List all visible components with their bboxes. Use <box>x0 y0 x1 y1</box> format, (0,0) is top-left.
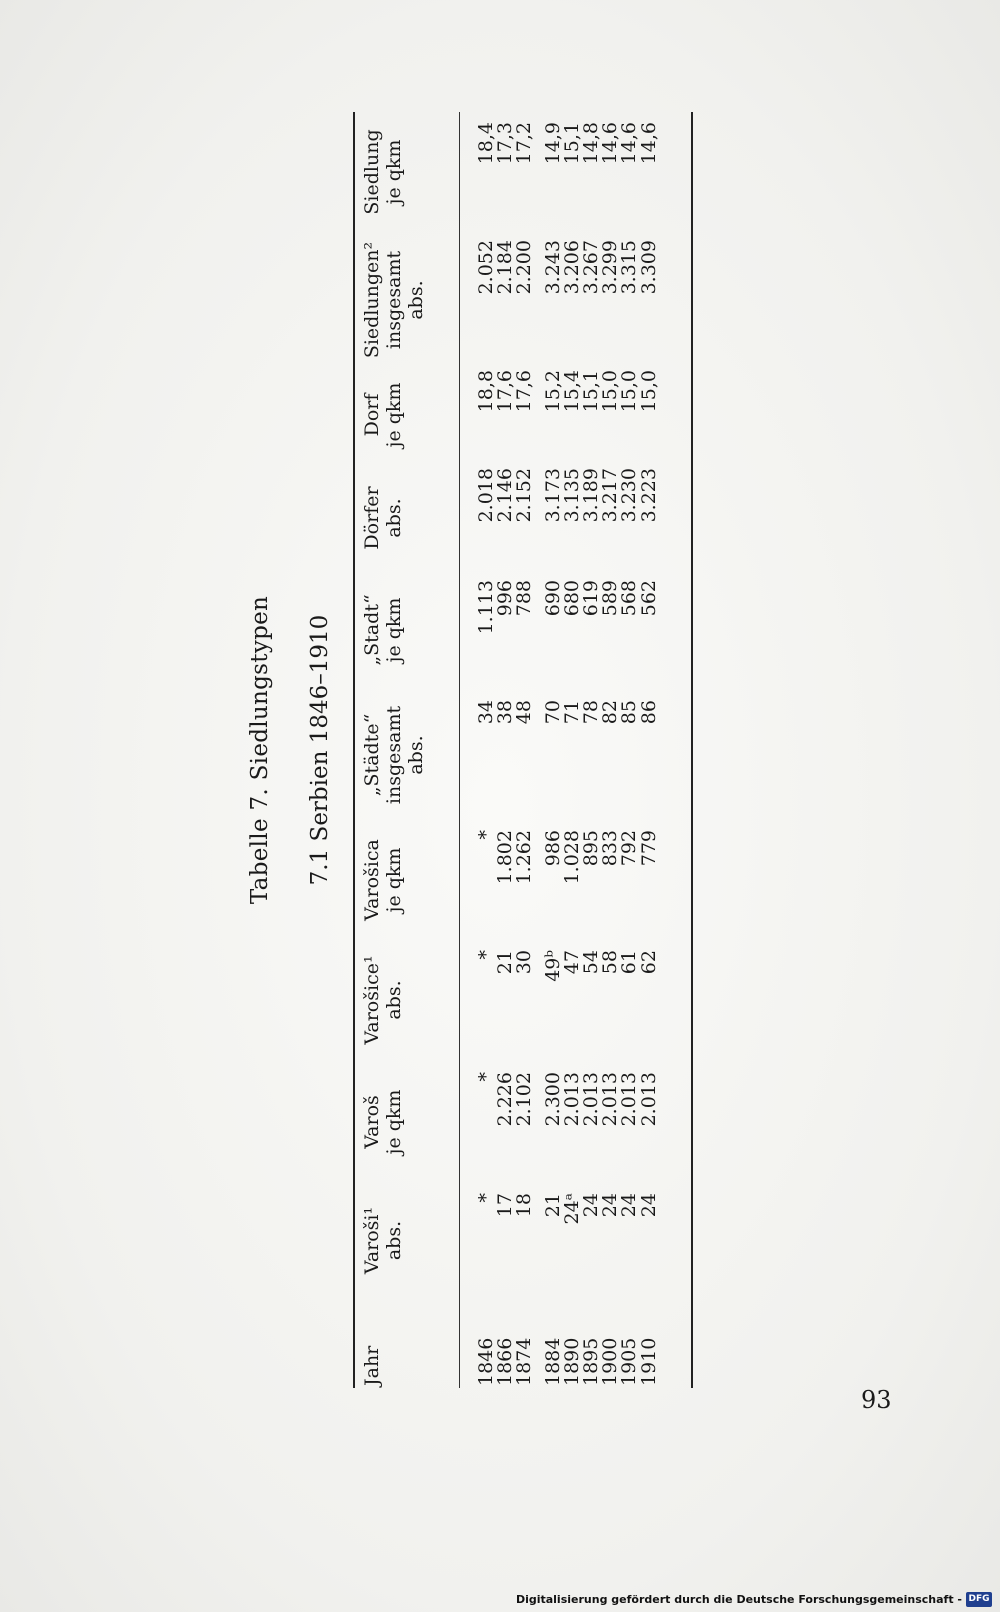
table-column-0 <box>477 1316 659 1386</box>
table-cell: 986 <box>541 830 564 867</box>
column-header-line: Varoš <box>361 1095 383 1149</box>
table-cell: * <box>475 1193 497 1203</box>
table-cell: 3.230 <box>618 468 641 523</box>
table-cell: 2.018 <box>475 468 497 523</box>
table-cell: 47 <box>560 950 583 975</box>
table-cell: 996 <box>494 580 517 617</box>
table-column-6 <box>477 580 659 680</box>
table-cell: 1874 <box>513 1337 536 1386</box>
table-cell: 589 <box>599 580 622 617</box>
table-cell: 24 <box>579 1193 602 1218</box>
table-column-8 <box>477 370 659 460</box>
column-header-line: Siedlung <box>361 129 383 215</box>
table-cell: 18,4 <box>475 122 497 165</box>
table-cell: 17,2 <box>513 122 536 165</box>
table-cell: 3.173 <box>541 468 564 523</box>
table-cell: 680 <box>560 580 583 617</box>
table-cell: 14,9 <box>541 122 564 165</box>
table-cell: * <box>475 1072 497 1082</box>
table-cell: 2.226 <box>494 1072 517 1127</box>
table-cell: 14,6 <box>637 122 660 165</box>
table-cell: 58 <box>599 950 622 975</box>
table-cell: 792 <box>618 830 641 867</box>
column-header-line: je qkm <box>383 597 405 663</box>
table-cell: 3.223 <box>637 468 660 523</box>
rotated-table-block <box>233 100 713 1400</box>
table-cell: 1905 <box>618 1337 641 1386</box>
table-header-rule <box>459 112 460 1388</box>
column-header-line: Varoši¹ <box>361 1206 383 1275</box>
table-cell: 21 <box>541 1193 564 1218</box>
table-cell: 24 <box>637 1193 660 1218</box>
table-column-5 <box>477 700 659 810</box>
table-cell: 24ᵃ <box>560 1193 583 1225</box>
table-cell: 1910 <box>637 1337 660 1386</box>
table-cell: 85 <box>618 700 641 725</box>
table-cell: 568 <box>618 580 641 617</box>
table-cell: 62 <box>637 950 660 975</box>
table-title: Tabelle 7. Siedlungstypen <box>247 595 273 905</box>
table-cell: * <box>475 950 497 960</box>
table-cell: 15,2 <box>541 370 564 413</box>
column-header-3 <box>361 950 405 1050</box>
table-cell: 15,0 <box>618 370 641 413</box>
column-header-line: Varošica <box>361 839 383 921</box>
column-header-line: abs. <box>383 498 405 538</box>
table-cell: 895 <box>579 830 602 867</box>
table-cell: 833 <box>599 830 622 867</box>
table-cell: 82 <box>599 700 622 725</box>
table-cell: 2.013 <box>618 1072 641 1127</box>
table-cell: 48 <box>513 700 536 725</box>
table-cell: 2.013 <box>579 1072 602 1127</box>
table-cell: 21 <box>494 950 517 975</box>
column-header-4 <box>361 830 405 930</box>
column-header-8 <box>361 370 405 460</box>
column-header-line: abs. <box>405 735 427 775</box>
table-cell: 2.184 <box>494 240 517 295</box>
table-cell: 2.200 <box>513 240 536 295</box>
table-cell: 70 <box>541 700 564 725</box>
table-cell: 1846 <box>475 1337 497 1386</box>
table-cell: 779 <box>637 830 660 867</box>
column-header-line: je qkm <box>383 1089 405 1155</box>
table-column-2 <box>477 1072 659 1172</box>
column-header-line: abs. <box>405 280 427 320</box>
table-cell: 14,8 <box>579 122 602 165</box>
table-cell: 3.309 <box>637 240 660 295</box>
column-header-9 <box>361 240 427 360</box>
table-column-10 <box>477 122 659 222</box>
table-cell: 78 <box>579 700 602 725</box>
table-cell: 2.013 <box>599 1072 622 1127</box>
column-header-line: abs. <box>383 980 405 1020</box>
column-header-line: je qkm <box>383 847 405 913</box>
table-cell: 3.299 <box>599 240 622 295</box>
dfg-logo-icon: DFG <box>966 1592 992 1607</box>
table-cell: 17 <box>494 1193 517 1218</box>
table-cell: 1.113 <box>475 580 497 635</box>
table-cell: 2.013 <box>637 1072 660 1127</box>
column-header-1 <box>361 1193 405 1288</box>
table-cell: 17,6 <box>513 370 536 413</box>
table-cell: 1.802 <box>494 830 517 885</box>
table-cell: 562 <box>637 580 660 617</box>
table-cell: 2.300 <box>541 1072 564 1127</box>
table-column-7 <box>477 468 659 568</box>
table-subtitle: 7.1 Serbien 1846–1910 <box>307 614 333 886</box>
table-cell: 2.052 <box>475 240 497 295</box>
table-column-3 <box>477 950 659 1050</box>
table-cell: 54 <box>579 950 602 975</box>
column-header-line: Jahr <box>361 1345 383 1386</box>
table-cell: 34 <box>475 700 497 725</box>
digitization-footer: Digitalisierung gefördert durch die Deutsche Forschungsgemeinschaft - <box>515 1593 962 1606</box>
table-cell: 15,0 <box>599 370 622 413</box>
table-cell: 24 <box>599 1193 622 1218</box>
column-header-line: Siedlungen² <box>361 241 383 359</box>
column-header-5 <box>361 700 427 810</box>
table-cell: 3.243 <box>541 240 564 295</box>
column-header-line: Varošice¹ <box>361 955 383 1045</box>
column-header-10 <box>361 122 405 222</box>
table-cell: 14,6 <box>618 122 641 165</box>
column-header-2 <box>361 1072 405 1172</box>
table-cell: 61 <box>618 950 641 975</box>
table-cell: 17,3 <box>494 122 517 165</box>
table-bottom-rule <box>691 112 693 1388</box>
column-header-6 <box>361 580 405 680</box>
table-cell: * <box>475 830 497 840</box>
table-cell: 3.217 <box>599 468 622 523</box>
column-header-line: „Städte“ <box>361 713 383 797</box>
table-cell: 3.315 <box>618 240 641 295</box>
table-cell: 1890 <box>560 1337 583 1386</box>
table-cell: 86 <box>637 700 660 725</box>
table-cell: 788 <box>513 580 536 617</box>
table-cell: 17,6 <box>494 370 517 413</box>
column-header-line: je qkm <box>383 139 405 205</box>
table-cell: 1.028 <box>560 830 583 885</box>
page-number: 93 <box>861 1386 892 1414</box>
table-column-4 <box>477 830 659 930</box>
table-cell: 2.013 <box>560 1072 583 1127</box>
table-column-9 <box>477 240 659 360</box>
table-cell: 30 <box>513 950 536 975</box>
table-cell: 24 <box>618 1193 641 1218</box>
table-cell: 3.135 <box>560 468 583 523</box>
table-cell: 1884 <box>541 1337 564 1386</box>
table-cell: 38 <box>494 700 517 725</box>
table-cell: 18,8 <box>475 370 497 413</box>
table-cell: 3.189 <box>579 468 602 523</box>
table-cell: 15,1 <box>560 122 583 165</box>
column-header-line: abs. <box>383 1220 405 1261</box>
column-header-line: Dorf <box>361 393 383 437</box>
table-cell: 49ᵇ <box>541 950 564 982</box>
table-cell: 1900 <box>599 1337 622 1386</box>
table-cell: 15,4 <box>560 370 583 413</box>
table-cell: 2.152 <box>513 468 536 523</box>
table-top-rule <box>353 112 355 1388</box>
table-cell: 1895 <box>579 1337 602 1386</box>
column-header-7 <box>361 468 405 568</box>
table-cell: 2.102 <box>513 1072 536 1127</box>
table-cell: 18 <box>513 1193 536 1218</box>
table-cell: 15,0 <box>637 370 660 413</box>
column-header-line: „Stadt“ <box>361 594 383 666</box>
table-cell: 690 <box>541 580 564 617</box>
table-column-1 <box>477 1193 659 1288</box>
table-cell: 1.262 <box>513 830 536 885</box>
table-cell: 2.146 <box>494 468 517 523</box>
column-header-line: Dörfer <box>361 486 383 550</box>
column-header-line: je qkm <box>383 382 405 448</box>
table-cell: 71 <box>560 700 583 725</box>
column-header-line: insgesamt <box>383 250 405 350</box>
column-header-line: insgesamt <box>383 705 405 805</box>
table-cell: 619 <box>579 580 602 617</box>
table-cell: 14,6 <box>599 122 622 165</box>
column-header-0 <box>361 1316 383 1386</box>
table-cell: 15,1 <box>579 370 602 413</box>
table-cell: 3.206 <box>560 240 583 295</box>
table-cell: 3.267 <box>579 240 602 295</box>
table-cell: 1866 <box>494 1337 517 1386</box>
